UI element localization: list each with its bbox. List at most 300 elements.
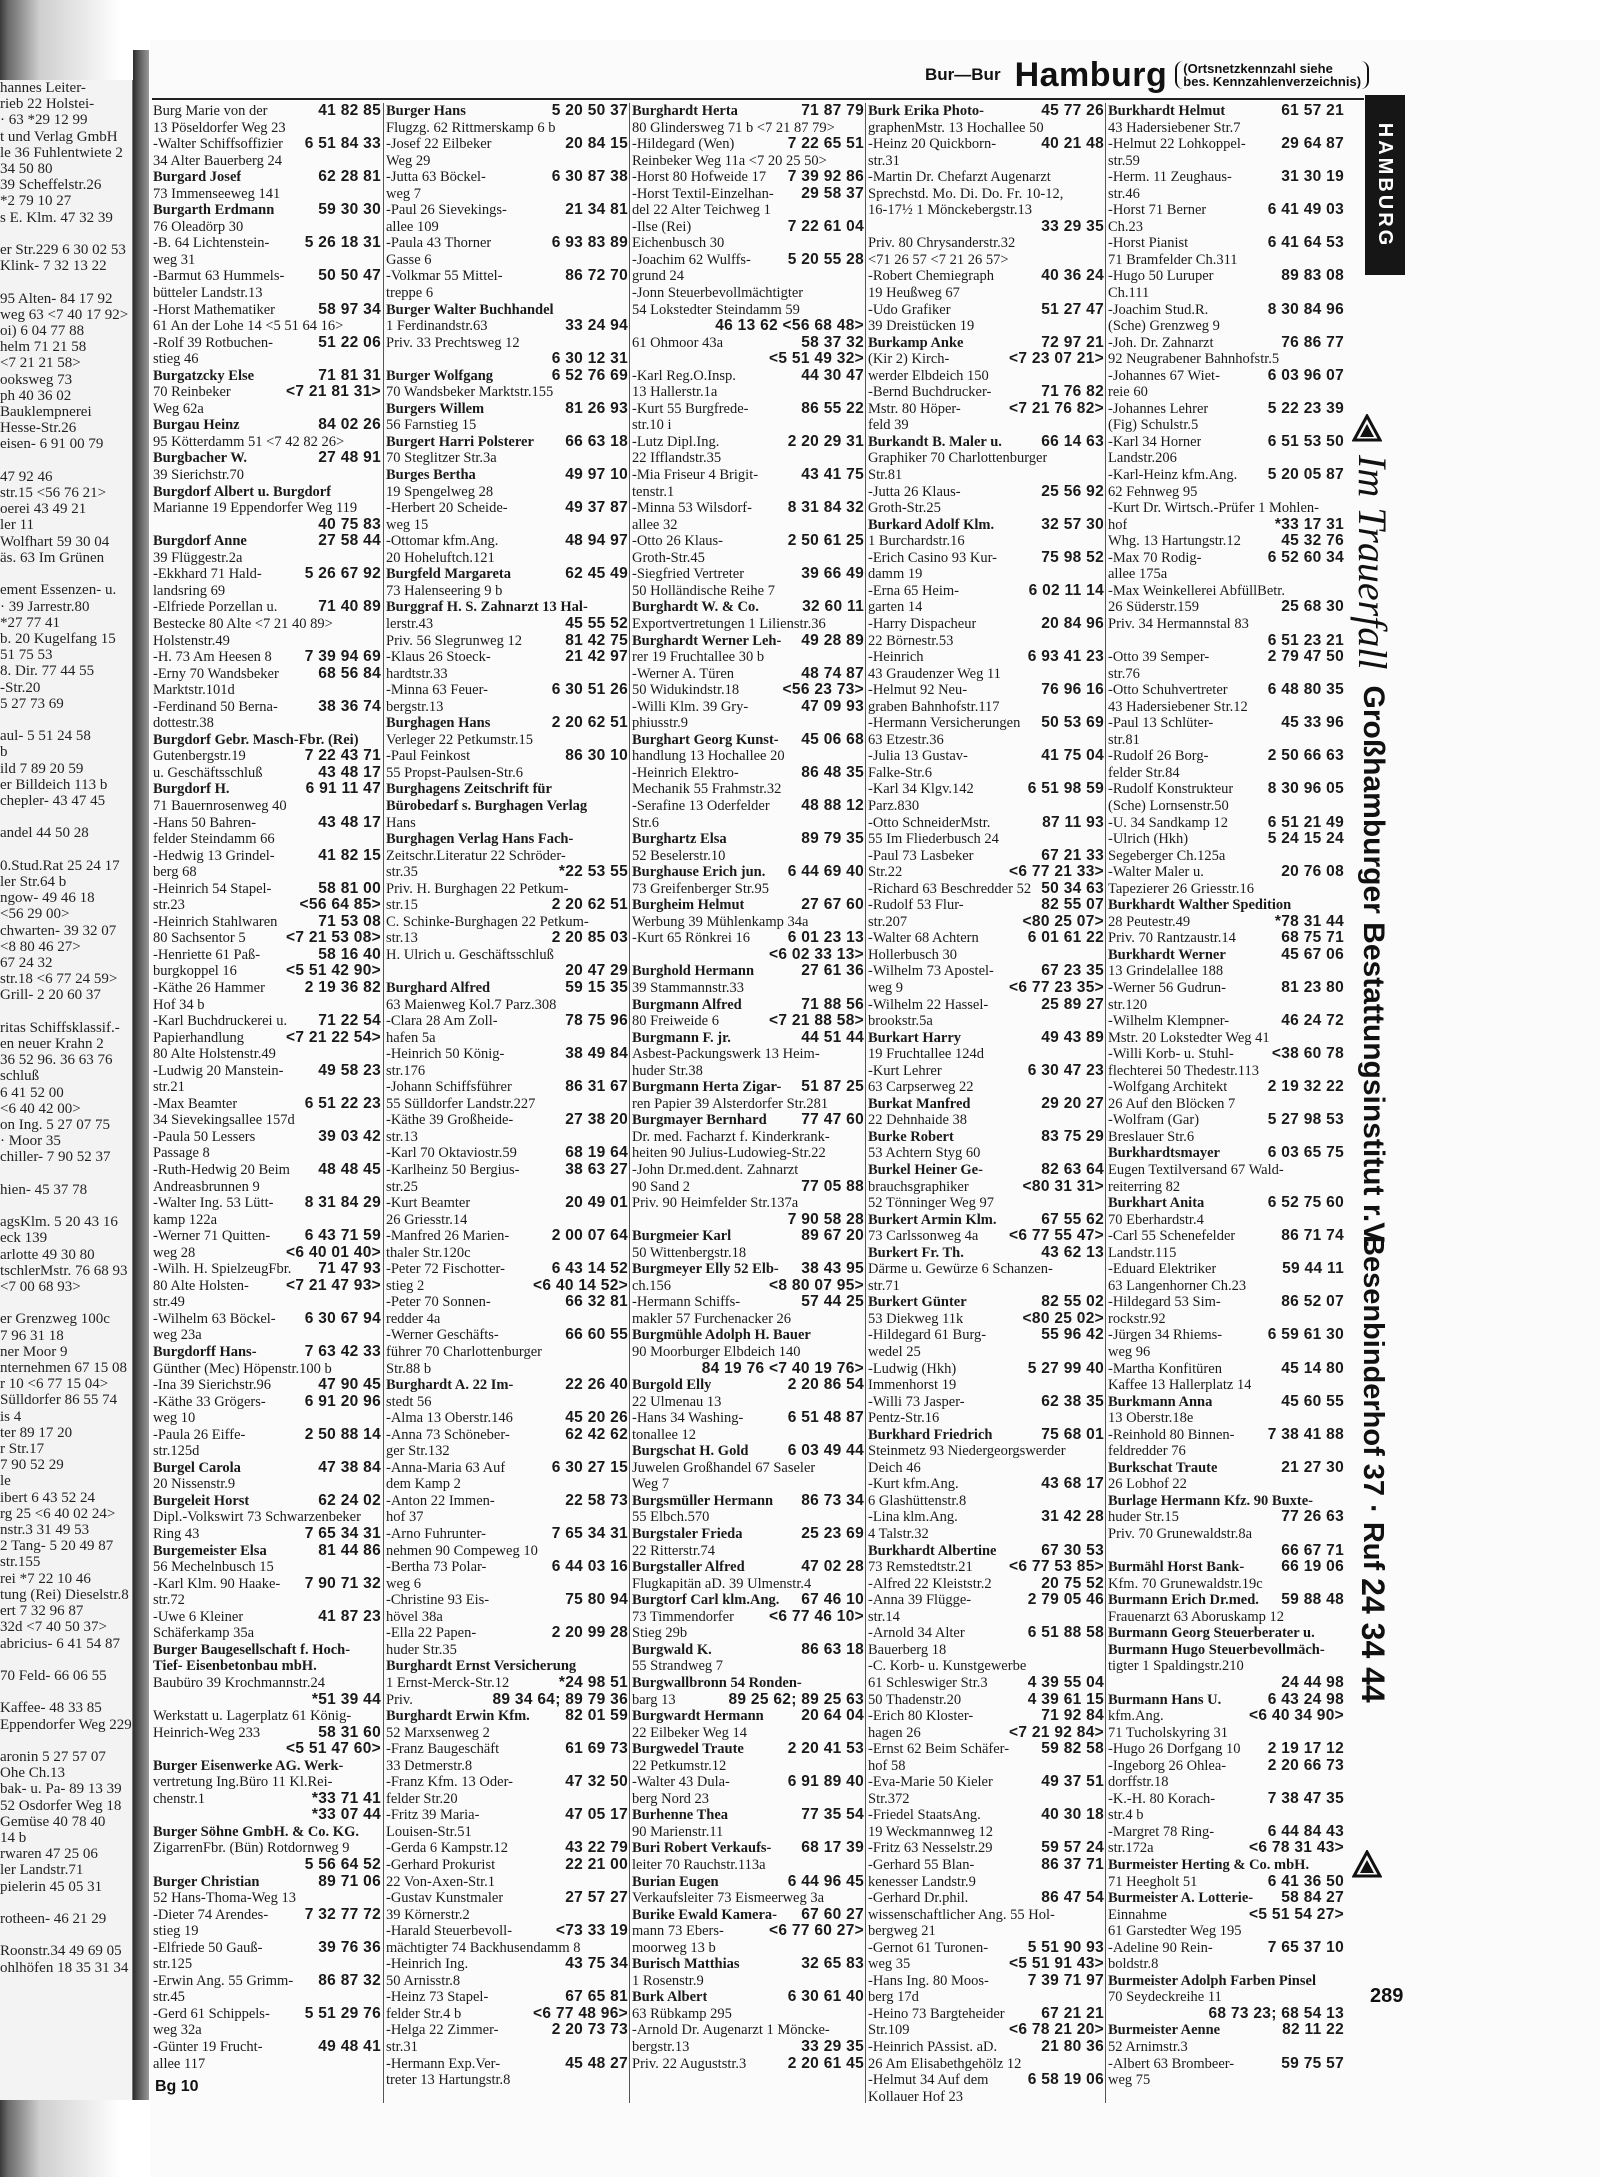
entry-phone-number bbox=[622, 1758, 628, 1775]
directory-entry bbox=[632, 2039, 864, 2056]
directory-entry bbox=[632, 1692, 864, 1709]
entry-text: Burg Marie von der bbox=[153, 103, 268, 119]
entry-phone-number bbox=[1098, 1658, 1104, 1675]
left-page-line: abricius- 6 41 54 87 bbox=[0, 1635, 120, 1652]
column-divider bbox=[383, 103, 384, 2103]
entry-text: Burkschat Traute bbox=[1108, 1459, 1218, 1476]
entry-text: 22 Börnestr.53 bbox=[868, 632, 954, 649]
left-page-line: chwarten- 39 32 07 bbox=[0, 922, 117, 939]
entry-phone-number: 49 48 41 bbox=[318, 2037, 381, 2055]
left-page-line: rg 25 <6 40 02 24> bbox=[0, 1505, 116, 1522]
directory-entry bbox=[153, 682, 381, 699]
entry-text: Hans bbox=[386, 814, 416, 831]
directory-entry bbox=[868, 1145, 1104, 1162]
directory-entry bbox=[1108, 1443, 1344, 1460]
entry-phone-number bbox=[1098, 1824, 1104, 1841]
directory-entry bbox=[632, 120, 864, 137]
directory-entry bbox=[1108, 1096, 1344, 1113]
entry-phone-number: 5 51 90 93 bbox=[1027, 1938, 1104, 1956]
entry-text bbox=[153, 1741, 157, 1758]
entry-phone-number bbox=[858, 268, 864, 285]
entry-phone-number: 58 37 32 bbox=[801, 333, 864, 351]
entry-text: 22 Ulmenau 13 bbox=[632, 1393, 722, 1410]
entry-phone-number bbox=[375, 1179, 381, 1196]
entry-phone-number bbox=[1338, 1063, 1344, 1080]
entry-phone-number: 6 58 19 06 bbox=[1027, 2071, 1104, 2089]
entry-text: Burisch Matthias bbox=[632, 1956, 740, 1973]
entry-phone-number: *33 17 31 bbox=[1274, 515, 1344, 533]
entry-text: -Helmut 34 Auf dem bbox=[868, 2072, 989, 2089]
entry-text: 53 Diekweg 11k bbox=[868, 1310, 964, 1327]
entry-phone-number bbox=[1338, 1625, 1344, 1642]
directory-entry bbox=[632, 1344, 864, 1361]
left-page-line: <56 29 00> bbox=[0, 906, 70, 923]
entry-phone-number bbox=[858, 1427, 864, 1444]
directory-entry bbox=[632, 1840, 864, 1857]
header-alphabet-range: Bur—Bur bbox=[925, 65, 1001, 84]
directory-entry bbox=[1108, 467, 1344, 484]
entry-text: (Sche) Grenzweg 9 bbox=[1108, 318, 1220, 335]
entry-phone-number bbox=[1098, 1493, 1104, 1510]
entry-text: -Karl 70 Oktaviostr.59 bbox=[386, 1145, 517, 1162]
directory-entry bbox=[153, 252, 381, 269]
directory-entry bbox=[1108, 732, 1344, 749]
entry-text: weg 9 bbox=[868, 979, 904, 996]
entry-text: 39 Körnerstr.2 bbox=[386, 1906, 470, 1923]
entry-phone-number: 25 56 92 bbox=[1041, 482, 1104, 500]
entry-text: -Ella 22 Papen- bbox=[386, 1625, 477, 1642]
entry-text: 90 Marienstr.11 bbox=[632, 1823, 724, 1840]
entry-text: Burghause Erich jun. bbox=[632, 864, 766, 881]
directory-entry bbox=[632, 732, 864, 749]
entry-phone-number bbox=[1338, 997, 1344, 1014]
entry-phone-number: 38 49 84 bbox=[565, 1045, 628, 1063]
entry-phone-number: 49 43 89 bbox=[1041, 1028, 1104, 1046]
directory-entry bbox=[153, 1278, 381, 1295]
directory-entry bbox=[632, 252, 864, 269]
entry-phone-number bbox=[1098, 1278, 1104, 1295]
entry-text: 52 Arnimstr.3 bbox=[1108, 2038, 1188, 2055]
entry-text: Burkard Adolf Klm. bbox=[868, 516, 995, 533]
entry-phone-number bbox=[375, 1708, 381, 1725]
entry-phone-number: 6 44 84 43 bbox=[1267, 1822, 1344, 1840]
left-facing-page bbox=[0, 80, 134, 2100]
left-page-line: en neuer Krahn 2 bbox=[0, 1035, 104, 1052]
directory-entry bbox=[153, 434, 381, 451]
entry-text: 73 Halenseering 9 b bbox=[386, 582, 503, 599]
entry-text: -Mia Friseur 4 Brigit- bbox=[632, 467, 759, 484]
entry-phone-number bbox=[858, 2006, 864, 2023]
entry-text: -Hermann Versicherungen bbox=[868, 715, 1021, 732]
entry-text bbox=[868, 219, 872, 236]
entry-phone-number: 68 56 84 bbox=[318, 664, 381, 682]
entry-text: -Heinrich bbox=[868, 649, 924, 666]
entry-phone-number: 4 39 55 04 bbox=[1027, 1673, 1104, 1691]
directory-entry bbox=[153, 1427, 381, 1444]
entry-text: -Lina klm.Ang. bbox=[868, 1509, 958, 1526]
directory-entry bbox=[386, 103, 628, 120]
directory-entry bbox=[153, 1576, 381, 1593]
directory-entry bbox=[1108, 1708, 1344, 1725]
directory-entry bbox=[153, 715, 381, 732]
directory-entry bbox=[153, 1079, 381, 1096]
directory-entry bbox=[868, 235, 1104, 252]
directory-entry bbox=[1108, 1907, 1344, 1924]
entry-phone-number: 24 44 98 bbox=[1281, 1673, 1344, 1691]
entry-phone-number bbox=[1098, 1758, 1104, 1775]
entry-phone-number: 68 75 71 bbox=[1281, 929, 1344, 947]
entry-phone-number bbox=[622, 699, 628, 716]
entry-text: bergstr.13 bbox=[386, 698, 444, 715]
entry-phone-number bbox=[622, 2039, 628, 2056]
directory-entry bbox=[868, 1989, 1104, 2006]
entry-phone-number bbox=[1098, 533, 1104, 550]
entry-phone-number: 6 43 71 59 bbox=[304, 1227, 381, 1245]
entry-text: -Heinrich Stahlwaren bbox=[153, 913, 278, 930]
entry-text: weg 10 bbox=[153, 1410, 196, 1427]
entry-text: -Arnold 34 Alter bbox=[868, 1625, 965, 1642]
entry-phone-number bbox=[1098, 1013, 1104, 1030]
directory-entry bbox=[386, 1394, 628, 1411]
entry-phone-number: 71 87 79 bbox=[801, 103, 864, 119]
directory-entry bbox=[632, 1195, 864, 1212]
entry-text: Eichenbusch 30 bbox=[632, 235, 725, 252]
entry-text: -Volkmar 55 Mittel- bbox=[386, 268, 503, 285]
entry-phone-number bbox=[858, 1791, 864, 1808]
entry-text: 55 Im Fliederbusch 24 bbox=[868, 831, 999, 848]
entry-text: Einnahme bbox=[1108, 1906, 1167, 1923]
entry-phone-number bbox=[622, 1543, 628, 1560]
entry-phone-number: 8 31 84 32 bbox=[787, 499, 864, 517]
entry-text: -Wilhelm 22 Hassel- bbox=[868, 996, 989, 1013]
entry-phone-number bbox=[622, 848, 628, 865]
entry-phone-number: 81 26 93 bbox=[565, 399, 628, 417]
entry-text: hövel 38a bbox=[386, 1608, 443, 1625]
entry-phone-number bbox=[375, 500, 381, 517]
entry-text: u. Geschäftsschluß bbox=[153, 764, 263, 781]
directory-entry bbox=[632, 1807, 864, 1824]
entry-phone-number bbox=[858, 1195, 864, 1212]
entry-text: chenstr.1 bbox=[153, 1790, 205, 1807]
left-page-line: b bbox=[0, 744, 8, 761]
directory-entry bbox=[868, 1212, 1104, 1229]
entry-phone-number bbox=[858, 1311, 864, 1328]
directory-entry bbox=[868, 1427, 1104, 1444]
entry-phone-number: 47 38 84 bbox=[318, 1458, 381, 1476]
directory-entry bbox=[1108, 864, 1344, 881]
directory-column bbox=[868, 103, 1104, 2113]
entry-text: -Horst 71 Berner bbox=[1108, 202, 1207, 219]
directory-entry bbox=[153, 732, 381, 749]
entry-text: str.31 bbox=[868, 152, 900, 169]
entry-text: boldstr.8 bbox=[1108, 1956, 1159, 1973]
left-page-line: arlotte 49 30 80 bbox=[0, 1246, 95, 1263]
entry-text: -Elfriede Porzellan u. bbox=[153, 599, 278, 616]
directory-entry bbox=[1108, 781, 1344, 798]
entry-phone-number bbox=[1098, 566, 1104, 583]
directory-entry bbox=[632, 1708, 864, 1725]
directory-entry bbox=[632, 1179, 864, 1196]
directory-entry bbox=[153, 467, 381, 484]
directory-entry bbox=[386, 1940, 628, 1957]
entry-phone-number: 66 63 18 bbox=[565, 432, 628, 450]
city-tab-label: HAMBURG bbox=[1374, 122, 1397, 248]
entry-text: Burgtorf Carl klm.Ang. bbox=[632, 1592, 780, 1609]
left-page-line: rieb 22 Holstei- bbox=[0, 96, 95, 113]
entry-phone-number: 6 51 98 59 bbox=[1027, 780, 1104, 798]
entry-phone-number bbox=[1338, 1245, 1344, 1262]
entry-phone-number: 86 30 10 bbox=[565, 747, 628, 765]
entry-text: Burghagen Verlag Hans Fach- bbox=[386, 831, 574, 848]
entry-phone-number bbox=[375, 252, 381, 269]
directory-entry bbox=[868, 120, 1104, 137]
entry-phone-number bbox=[1338, 1129, 1344, 1146]
entry-phone-number: 43 22 79 bbox=[565, 1839, 628, 1857]
entry-text: -Henriette 61 Paß- bbox=[153, 946, 261, 963]
entry-phone-number: 43 41 75 bbox=[801, 466, 864, 484]
entry-text: Bestecke 80 Alte <7 21 40 89> bbox=[153, 615, 333, 632]
directory-entry bbox=[632, 517, 864, 534]
entry-text: stieg 46 bbox=[153, 351, 199, 368]
entry-phone-number: 6 91 89 40 bbox=[787, 1773, 864, 1791]
left-page-line: t und Verlag GmbH bbox=[0, 128, 118, 145]
directory-entry bbox=[153, 1692, 381, 1709]
entry-phone-number: 40 36 24 bbox=[1041, 267, 1104, 285]
entry-text: 13 Oberstr.18e bbox=[1108, 1410, 1194, 1427]
entry-text: damm 19 bbox=[868, 566, 923, 583]
entry-phone-number: 6 44 69 40 bbox=[787, 863, 864, 881]
entry-text: -Kurt 65 Rönkrei 16 bbox=[632, 930, 750, 947]
entry-text: Burmann Hans U. bbox=[1108, 1691, 1222, 1708]
entry-text: Holstenstr.49 bbox=[153, 632, 230, 649]
directory-entry bbox=[1108, 1592, 1344, 1609]
entry-phone-number bbox=[1098, 633, 1104, 650]
entry-phone-number bbox=[1338, 500, 1344, 517]
entry-text: Segeberger Ch.125a bbox=[1108, 847, 1226, 864]
directory-entry bbox=[153, 450, 381, 467]
entry-text: weg 31 bbox=[153, 251, 196, 268]
entry-text: 22 Ifflandstr.35 bbox=[632, 450, 722, 467]
entry-phone-number: 21 27 30 bbox=[1281, 1458, 1344, 1476]
entry-text: Louisen-Str.51 bbox=[386, 1823, 472, 1840]
entry-phone-number bbox=[375, 434, 381, 451]
directory-entry bbox=[632, 268, 864, 285]
directory-entry bbox=[1108, 1658, 1344, 1675]
entry-text: -Herm. 11 Zeughaus- bbox=[1108, 169, 1232, 186]
entry-phone-number bbox=[375, 798, 381, 815]
funeral-advert bbox=[1350, 455, 1396, 1248]
left-page-line: ler Str.64 b bbox=[0, 873, 67, 890]
header-city: Hamburg bbox=[1014, 55, 1168, 94]
directory-entry bbox=[632, 1907, 864, 1924]
entry-phone-number bbox=[858, 1460, 864, 1477]
directory-entry bbox=[632, 1874, 864, 1891]
directory-entry bbox=[386, 219, 628, 236]
entry-text: 26 Auf den Blöcken 7 bbox=[1108, 1095, 1236, 1112]
directory-entry bbox=[868, 1559, 1104, 1576]
entry-phone-number bbox=[622, 517, 628, 534]
entry-phone-number: 40 21 48 bbox=[1041, 135, 1104, 153]
entry-phone-number: 84 19 76 <7 40 19 76> bbox=[701, 1359, 864, 1377]
entry-phone-number: 43 48 17 bbox=[318, 763, 381, 781]
left-page-line: tung (Rei) Dieselstr.8 bbox=[0, 1586, 129, 1603]
directory-entry bbox=[386, 1261, 628, 1278]
entry-phone-number: 5 22 23 39 bbox=[1267, 399, 1344, 417]
entry-text: treter 13 Hartungstr.8 bbox=[386, 2072, 511, 2089]
entry-phone-number bbox=[1338, 1476, 1344, 1493]
entry-text: 43 Hadersiebener Str.7 bbox=[1108, 119, 1241, 136]
entry-text: Burmeister Adolph Farben Pinsel bbox=[1108, 1972, 1316, 1989]
directory-entry bbox=[632, 1112, 864, 1129]
entry-text: Burgdorff Hans- bbox=[153, 1344, 257, 1361]
directory-entry bbox=[868, 2022, 1104, 2039]
entry-text: -Ingeborg 26 Ohlea- bbox=[1108, 1757, 1227, 1774]
directory-entry bbox=[153, 1526, 381, 1543]
entry-text: -H. 73 Am Heesen 8 bbox=[153, 649, 272, 666]
directory-entry bbox=[632, 1625, 864, 1642]
entry-phone-number bbox=[375, 1212, 381, 1229]
directory-entry bbox=[386, 781, 628, 798]
entry-phone-number: <6 78 31 43> bbox=[1249, 1839, 1344, 1857]
entry-text: 33 Detmerstr.8 bbox=[386, 1757, 473, 1774]
entry-phone-number bbox=[1338, 1658, 1344, 1675]
directory-entry bbox=[386, 1046, 628, 1063]
entry-phone-number: 32 57 30 bbox=[1041, 515, 1104, 533]
directory-entry bbox=[153, 1228, 381, 1245]
directory-entry bbox=[632, 434, 864, 451]
entry-text: -Albert 63 Brombeer- bbox=[1108, 2055, 1235, 2072]
entry-text: -Fritz 39 Maria- bbox=[386, 1807, 480, 1824]
directory-entry bbox=[153, 1840, 381, 1857]
entry-phone-number bbox=[1338, 616, 1344, 633]
entry-text: -Werner 56 Gudrun- bbox=[1108, 979, 1227, 996]
entry-phone-number: 6 41 49 03 bbox=[1267, 201, 1344, 219]
directory-entry bbox=[632, 550, 864, 567]
directory-entry bbox=[632, 897, 864, 914]
directory-entry bbox=[868, 1824, 1104, 1841]
entry-phone-number: 6 01 61 22 bbox=[1027, 929, 1104, 947]
entry-phone-number bbox=[622, 1940, 628, 1957]
entry-phone-number bbox=[622, 732, 628, 749]
directory-entry bbox=[1108, 401, 1344, 418]
entry-phone-number bbox=[622, 1344, 628, 1361]
entry-text: Burgert Harri Polsterer bbox=[386, 433, 534, 450]
entry-phone-number bbox=[1338, 699, 1344, 716]
entry-text: Burk Erika Photo- bbox=[868, 103, 985, 119]
directory-entry bbox=[386, 450, 628, 467]
entry-text: Gutenbergstr.19 bbox=[153, 748, 246, 765]
entry-phone-number bbox=[375, 1592, 381, 1609]
entry-text: Burghartz Elsa bbox=[632, 831, 727, 848]
entry-phone-number: <8 80 07 95> bbox=[769, 1276, 864, 1294]
directory-entry bbox=[386, 120, 628, 137]
directory-entry bbox=[632, 285, 864, 302]
entry-text: -Werner A. Türen bbox=[632, 665, 735, 682]
directory-entry bbox=[868, 169, 1104, 186]
directory-entry bbox=[868, 1361, 1104, 1378]
entry-text: -Franz Kfm. 13 Oder- bbox=[386, 1774, 513, 1791]
entry-phone-number bbox=[858, 1327, 864, 1344]
directory-entry bbox=[632, 930, 864, 947]
left-page-line bbox=[0, 566, 132, 582]
directory-entry bbox=[386, 848, 628, 865]
directory-entry bbox=[386, 1923, 628, 1940]
entry-phone-number bbox=[375, 864, 381, 881]
entry-text: Burkhardt Werner bbox=[1108, 946, 1226, 963]
directory-entry bbox=[386, 484, 628, 501]
entry-phone-number bbox=[858, 285, 864, 302]
entry-phone-number bbox=[858, 1625, 864, 1642]
entry-text: Burgarth Erdmann bbox=[153, 202, 275, 219]
entry-text: 90 Sand 2 bbox=[632, 1178, 690, 1195]
directory-entry bbox=[868, 417, 1104, 434]
entry-phone-number bbox=[1338, 1311, 1344, 1328]
directory-entry bbox=[386, 318, 628, 335]
entry-phone-number: 71 88 56 bbox=[801, 995, 864, 1013]
entry-phone-number bbox=[622, 1725, 628, 1742]
entry-phone-number: 22 26 40 bbox=[565, 1376, 628, 1394]
entry-text: treppe 6 bbox=[386, 285, 434, 302]
entry-text: -Erny 70 Wandsbeker bbox=[153, 665, 279, 682]
entry-phone-number: 66 14 63 bbox=[1041, 432, 1104, 450]
entry-text: 39 Stammannstr.33 bbox=[632, 979, 744, 996]
entry-phone-number bbox=[622, 1907, 628, 1924]
directory-entry bbox=[386, 1063, 628, 1080]
entry-text bbox=[632, 1361, 636, 1378]
directory-entry bbox=[153, 1741, 381, 1758]
entry-text: hof 37 bbox=[386, 1509, 424, 1526]
header-area-code-note bbox=[1175, 61, 1369, 89]
directory-entry bbox=[632, 1261, 864, 1278]
directory-entry bbox=[1108, 1807, 1344, 1824]
directory-entry bbox=[1108, 450, 1344, 467]
entry-text: -Jürgen 34 Rhiems- bbox=[1108, 1327, 1223, 1344]
left-page-line: le 36 Fuhlentwiete 2 bbox=[0, 144, 123, 161]
entry-text: Reinbeker Weg 11a <7 20 25 50> bbox=[632, 152, 827, 169]
entry-text: Burlage Hermann Kfz. 90 Buxte- bbox=[1108, 1492, 1313, 1509]
directory-entry bbox=[632, 318, 864, 335]
entry-text: weg 75 bbox=[1108, 2072, 1151, 2089]
entry-phone-number: 27 38 20 bbox=[565, 1111, 628, 1129]
entry-text: -Kurt kfm.Ang. bbox=[868, 1476, 959, 1493]
entry-phone-number: <6 77 21 33> bbox=[1009, 863, 1104, 881]
directory-entry bbox=[868, 1476, 1104, 1493]
directory-entry bbox=[153, 1112, 381, 1129]
directory-entry bbox=[386, 401, 628, 418]
entry-text: Burike Ewald Kamera- bbox=[632, 1906, 777, 1923]
entry-text: -Heino 73 Bargteheider bbox=[868, 2005, 1005, 2022]
entry-text: stieg 2 bbox=[386, 1277, 425, 1294]
directory-entry bbox=[868, 103, 1104, 120]
entry-text: -Ulrich (Hkh) bbox=[1108, 831, 1189, 848]
entry-phone-number bbox=[375, 1079, 381, 1096]
directory-entry bbox=[632, 235, 864, 252]
entry-text: -Heinz 20 Quickborn- bbox=[868, 136, 997, 153]
entry-text: 50 Widukindstr.18 bbox=[632, 682, 740, 699]
entry-text bbox=[1108, 1543, 1112, 1560]
entry-phone-number: 49 28 89 bbox=[801, 631, 864, 649]
entry-phone-number: 66 19 06 bbox=[1281, 1558, 1344, 1576]
directory-entry bbox=[632, 1377, 864, 1394]
entry-text: -C. Korb- u. Kunstgewerbe bbox=[868, 1658, 1027, 1675]
left-page-line: äs. 63 Im Grünen bbox=[0, 549, 105, 566]
directory-entry bbox=[386, 748, 628, 765]
left-page-line: r 10 <6 77 15 04> bbox=[0, 1376, 109, 1393]
entry-phone-number bbox=[858, 1063, 864, 1080]
entry-phone-number bbox=[1338, 1377, 1344, 1394]
directory-entry bbox=[868, 1410, 1104, 1427]
entry-phone-number bbox=[375, 1476, 381, 1493]
